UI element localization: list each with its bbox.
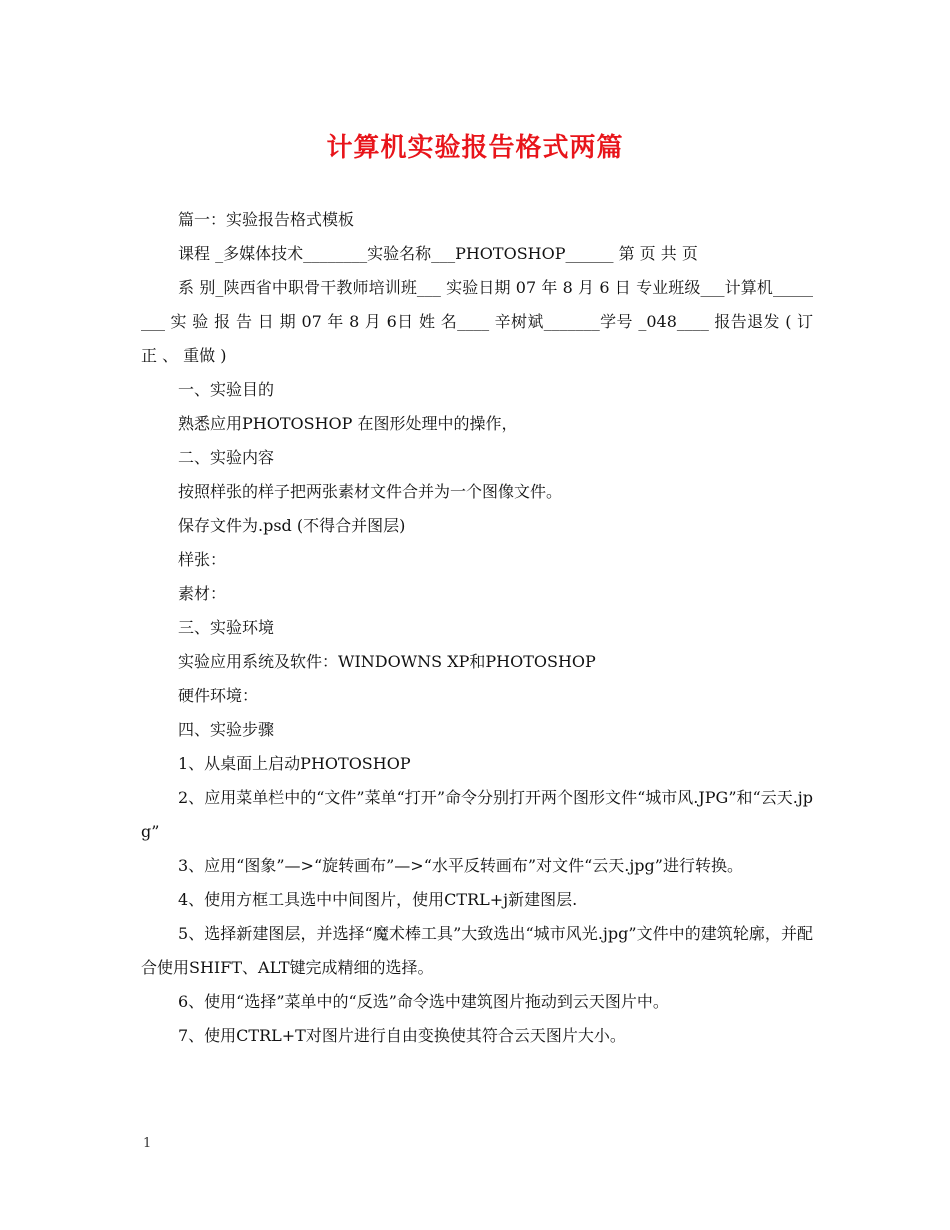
paragraph-course-info: 课程 _多媒体技术________实验名称___PHOTOSHOP______ 第 页 共 页 [178, 244, 698, 263]
paragraph-hardware: 硬件环境： [178, 686, 259, 705]
paragraph-steps-heading: 四、实验步骤 [178, 720, 275, 739]
paragraph-step-3: 3、应用“图象”—>“旋转画布”—>“水平反转画布”对文件“云天.jpg”进行转换。 [178, 856, 743, 875]
document-body [141, 203, 813, 1053]
page-number: 1 [143, 1136, 152, 1151]
paragraph-environment-heading: 三、实验环境 [178, 618, 275, 637]
paragraph-material-label: 素材： [178, 584, 227, 603]
paragraph-content-heading: 二、实验内容 [178, 448, 275, 467]
paragraph-software: 实验应用系统及软件：WINDOWNS XP和PHOTOSHOP [178, 652, 596, 671]
paragraph-report-details: 系 别_陕西省中职骨干教师培训班___ 实验日期 07 年 8 月 6 日 专业班级___计算机________ 实 验 报 告 日 期 07 年 8 月 6日 姓 名____ 辛树斌_______学号 _048____ 报告退发 ( 订正 、 重做 ) [141, 278, 813, 365]
paragraph-section-one-title: 篇一：实验报告格式模板 [178, 210, 355, 229]
paragraph-sample-label: 样张： [178, 550, 227, 569]
paragraph-step-1: 1、从桌面上启动PHOTOSHOP [178, 754, 411, 773]
paragraph-step-7: 7、使用CTRL+T对图片进行自由变换使其符合云天图片大小。 [178, 1026, 626, 1045]
paragraph-objective-heading: 一、实验目的 [178, 380, 275, 399]
paragraph-save-format: 保存文件为.psd (不得合并图层) [178, 516, 406, 535]
paragraph-step-4: 4、使用方框工具选中中间图片，使用CTRL+j新建图层. [178, 890, 578, 909]
paragraph-objective-text: 熟悉应用PHOTOSHOP 在图形处理中的操作， [178, 414, 518, 433]
document-title: 计算机实验报告格式两篇 [326, 133, 624, 163]
paragraph-content-text: 按照样张的样子把两张素材文件合并为一个图像文件。 [178, 482, 563, 501]
paragraph-step-5: 5、选择新建图层，并选择“魔术棒工具”大致选出“城市风光.jpg”文件中的建筑轮廓，并配合使用SHIFT、ALT键完成精细的选择。 [141, 924, 813, 977]
paragraph-step-2: 2、应用菜单栏中的“文件”菜单“打开”命令分别打开两个图形文件“城市风.JPG”和“云天.jpg” [141, 788, 813, 841]
paragraph-step-6: 6、使用“选择”菜单中的“反选”命令选中建筑图片拖动到云天图片中。 [178, 992, 669, 1011]
